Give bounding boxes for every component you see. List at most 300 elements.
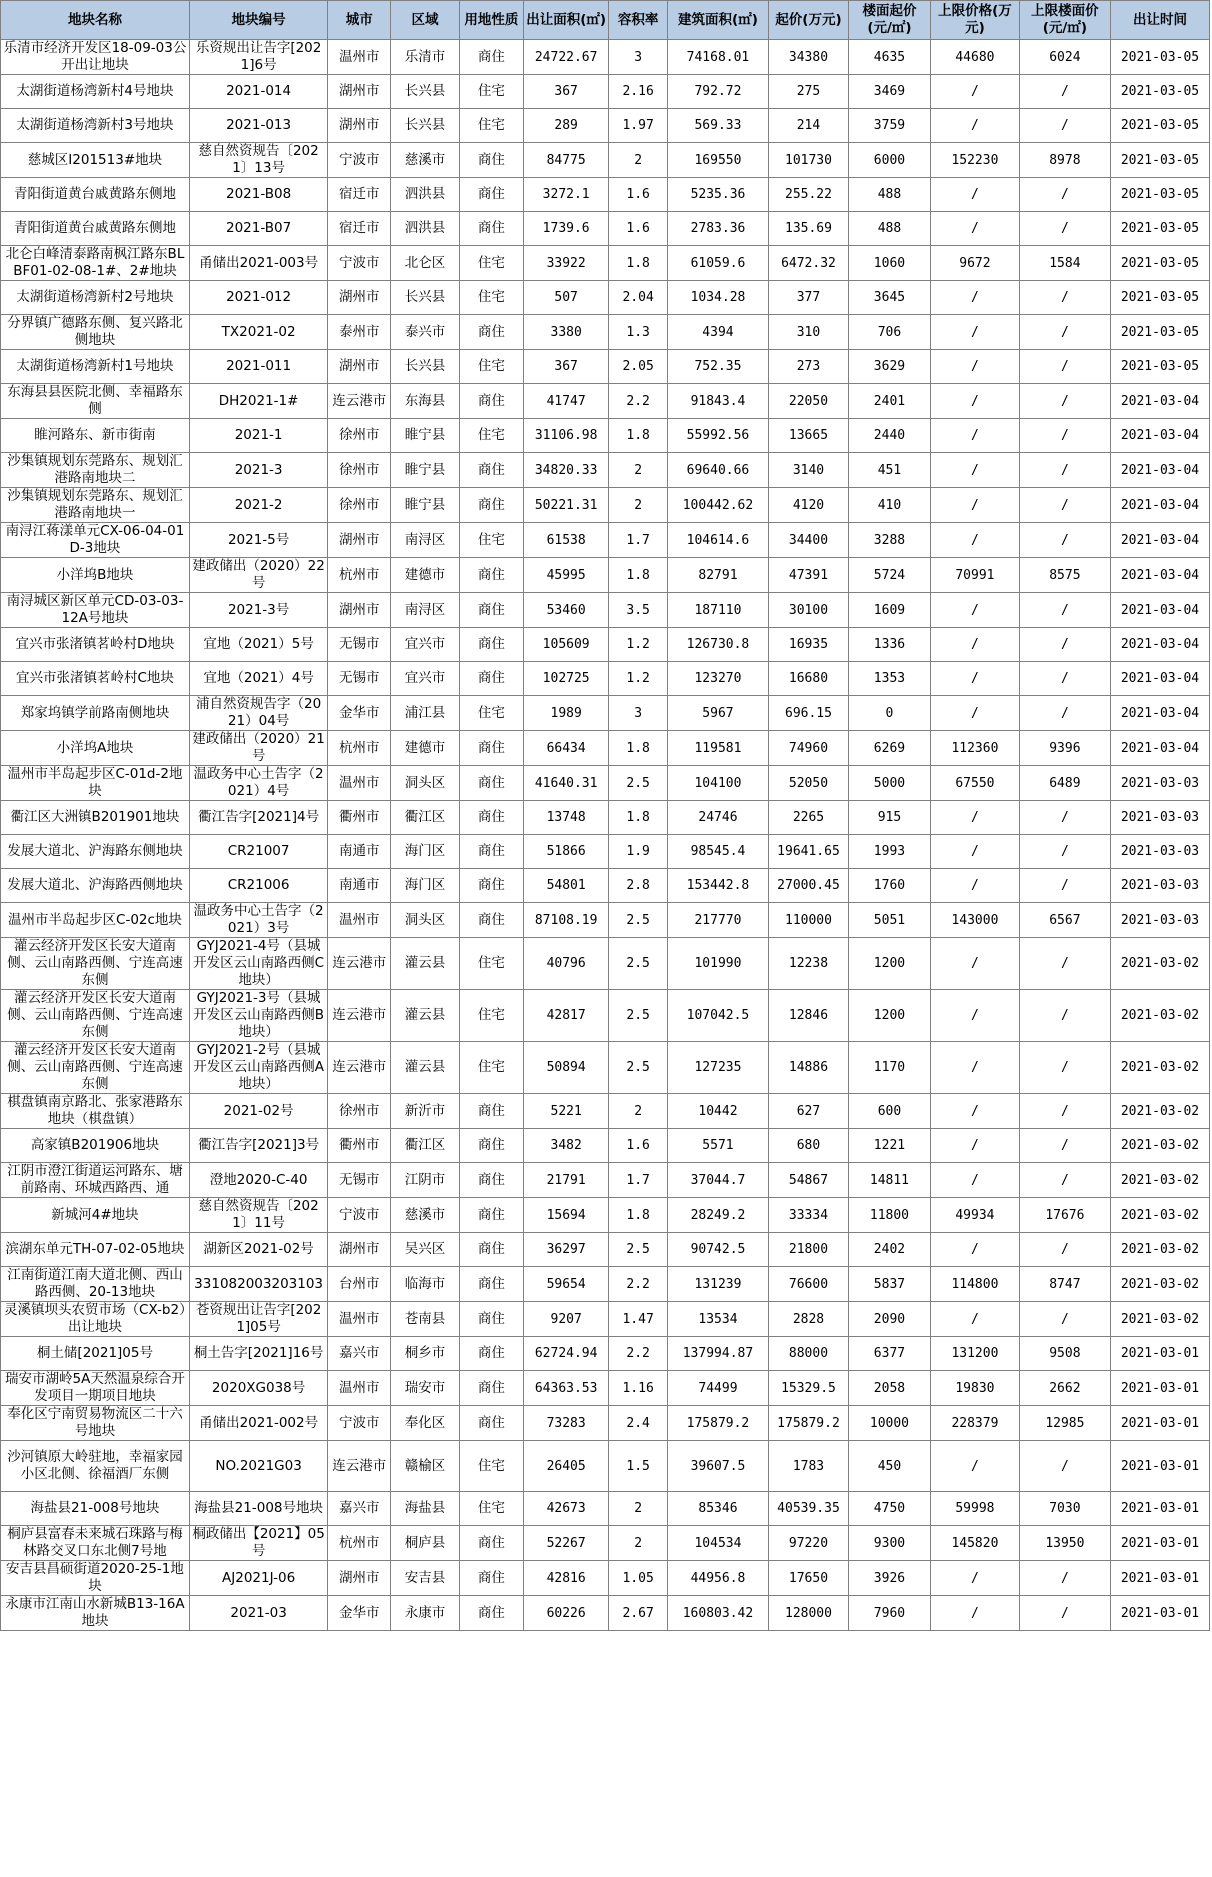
cell-floor-start-price: 2058 (848, 1371, 930, 1406)
cell-floor-area: 69640.66 (667, 453, 768, 488)
cell-transfer-date: 2021-03-03 (1110, 766, 1209, 801)
cell-city: 宁波市 (328, 246, 391, 281)
cell-transfer-date: 2021-03-05 (1110, 40, 1209, 75)
cell-cap-price: 228379 (931, 1406, 1020, 1441)
cell-transfer-date: 2021-03-04 (1110, 558, 1209, 593)
cell-cap-floor-price: / (1019, 1094, 1110, 1129)
cell-transfer-date: 2021-03-05 (1110, 246, 1209, 281)
cell-city: 湖州市 (328, 281, 391, 315)
cell-floor-start-price: 1200 (848, 990, 930, 1042)
cell-plot-name: 乐清市经济开发区18-09-03公开出让地块 (1, 40, 190, 75)
cell-plot-name: 高家镇B201906地块 (1, 1129, 190, 1163)
cell-transfer-date: 2021-03-04 (1110, 593, 1209, 628)
table-row (1, 1596, 1210, 1631)
cell-floor-area: 24746 (667, 801, 768, 835)
cell-start-price: 17650 (769, 1561, 849, 1596)
cell-cap-price: / (931, 419, 1020, 453)
cell-plot-code: 宜地（2021）4号 (189, 662, 327, 696)
cell-cap-floor-price: / (1019, 990, 1110, 1042)
cell-floor-start-price: 1060 (848, 246, 930, 281)
cell-cap-floor-price: / (1019, 696, 1110, 731)
cell-area: 60226 (523, 1596, 608, 1631)
cell-city: 连云港市 (328, 384, 391, 419)
cell-cap-price: / (931, 801, 1020, 835)
cell-start-price: 27000.45 (769, 869, 849, 903)
cell-plot-name: 郑家坞镇学前路南侧地块 (1, 696, 190, 731)
cell-plot-name: 小洋坞B地块 (1, 558, 190, 593)
table-row (1, 143, 1210, 178)
cell-district: 乐清市 (391, 40, 460, 75)
cell-area: 42816 (523, 1561, 608, 1596)
cell-start-price: 214 (769, 109, 849, 143)
cell-transfer-date: 2021-03-02 (1110, 1267, 1209, 1302)
cell-plot-ratio: 2.5 (609, 766, 667, 801)
cell-plot-code: 乐资规出让告字[2021]6号 (189, 40, 327, 75)
cell-start-price: 310 (769, 315, 849, 350)
cell-cap-floor-price: 6024 (1019, 40, 1110, 75)
cell-plot-name: 桐土储[2021]05号 (1, 1337, 190, 1371)
cell-cap-floor-price: / (1019, 938, 1110, 990)
cell-cap-floor-price: / (1019, 869, 1110, 903)
cell-floor-start-price: 1221 (848, 1129, 930, 1163)
cell-district: 南浔区 (391, 523, 460, 558)
cell-city: 宿迁市 (328, 178, 391, 212)
cell-transfer-date: 2021-03-02 (1110, 1129, 1209, 1163)
cell-floor-start-price: 1760 (848, 869, 930, 903)
cell-city: 湖州市 (328, 75, 391, 109)
cell-floor-start-price: 9300 (848, 1526, 930, 1561)
cell-land-use: 住宅 (459, 1042, 523, 1094)
cell-city: 南通市 (328, 869, 391, 903)
cell-floor-area: 61059.6 (667, 246, 768, 281)
cell-land-use: 商住 (459, 212, 523, 246)
header-row (1, 1, 1210, 40)
cell-city: 金华市 (328, 696, 391, 731)
cell-district: 安吉县 (391, 1561, 460, 1596)
cell-district: 东海县 (391, 384, 460, 419)
table-row (1, 1561, 1210, 1596)
cell-cap-price: 112360 (931, 731, 1020, 766)
cell-area: 21791 (523, 1163, 608, 1198)
cell-floor-start-price: 10000 (848, 1406, 930, 1441)
table-row (1, 835, 1210, 869)
cell-land-use: 住宅 (459, 109, 523, 143)
cell-start-price: 110000 (769, 903, 849, 938)
cell-plot-name: 温州市半岛起步区C-02c地块 (1, 903, 190, 938)
column-header-start-price: 起价(万元) (769, 1, 849, 40)
table-row (1, 938, 1210, 990)
cell-plot-name: 江南街道江南大道北侧、西山路西侧、20-13地块 (1, 1267, 190, 1302)
cell-area: 42817 (523, 990, 608, 1042)
cell-area: 45995 (523, 558, 608, 593)
cell-transfer-date: 2021-03-02 (1110, 1302, 1209, 1337)
table-row (1, 731, 1210, 766)
table-row (1, 281, 1210, 315)
cell-cap-floor-price: 8747 (1019, 1267, 1110, 1302)
cell-floor-start-price: 1336 (848, 628, 930, 662)
cell-cap-price: / (931, 1441, 1020, 1492)
cell-plot-ratio: 1.8 (609, 801, 667, 835)
cell-plot-ratio: 2 (609, 453, 667, 488)
cell-plot-ratio: 1.8 (609, 731, 667, 766)
cell-floor-start-price: 5837 (848, 1267, 930, 1302)
cell-transfer-date: 2021-03-05 (1110, 178, 1209, 212)
table-row (1, 1371, 1210, 1406)
cell-plot-name: 睢河路东、新市街南 (1, 419, 190, 453)
table-row (1, 178, 1210, 212)
cell-plot-name: 瑞安市湖岭5A天然温泉综合开发项目一期项目地块 (1, 1371, 190, 1406)
cell-district: 浦江县 (391, 696, 460, 731)
table-row (1, 1526, 1210, 1561)
cell-cap-floor-price: 8575 (1019, 558, 1110, 593)
cell-plot-code: 建政储出（2020）22号 (189, 558, 327, 593)
cell-plot-ratio: 2.5 (609, 903, 667, 938)
cell-transfer-date: 2021-03-01 (1110, 1561, 1209, 1596)
table-row (1, 246, 1210, 281)
cell-floor-start-price: 5051 (848, 903, 930, 938)
cell-cap-floor-price: / (1019, 1302, 1110, 1337)
cell-area: 3482 (523, 1129, 608, 1163)
cell-plot-ratio: 2 (609, 1526, 667, 1561)
cell-start-price: 696.15 (769, 696, 849, 731)
cell-district: 奉化区 (391, 1406, 460, 1441)
cell-plot-code: 2021-2 (189, 488, 327, 523)
cell-area: 40796 (523, 938, 608, 990)
cell-plot-ratio: 3 (609, 40, 667, 75)
cell-cap-price: / (931, 178, 1020, 212)
cell-floor-area: 1034.28 (667, 281, 768, 315)
cell-cap-price: / (931, 75, 1020, 109)
cell-area: 84775 (523, 143, 608, 178)
cell-cap-floor-price: 12985 (1019, 1406, 1110, 1441)
cell-transfer-date: 2021-03-05 (1110, 75, 1209, 109)
cell-land-use: 商住 (459, 143, 523, 178)
cell-floor-start-price: 410 (848, 488, 930, 523)
cell-cap-floor-price: / (1019, 1441, 1110, 1492)
cell-land-use: 商住 (459, 1233, 523, 1267)
cell-floor-area: 100442.62 (667, 488, 768, 523)
cell-plot-name: 江阴市澄江街道运河路东、塘前路南、环城西路西、通 (1, 1163, 190, 1198)
column-header-plot-name: 地块名称 (1, 1, 190, 40)
cell-land-use: 商住 (459, 593, 523, 628)
cell-cap-price: / (931, 696, 1020, 731)
cell-floor-start-price: 3926 (848, 1561, 930, 1596)
cell-city: 无锡市 (328, 628, 391, 662)
cell-floor-area: 137994.87 (667, 1337, 768, 1371)
cell-start-price: 175879.2 (769, 1406, 849, 1441)
cell-cap-floor-price: / (1019, 384, 1110, 419)
cell-land-use: 商住 (459, 1163, 523, 1198)
cell-area: 33922 (523, 246, 608, 281)
cell-cap-floor-price: / (1019, 523, 1110, 558)
cell-plot-code: 澄地2020-C-40 (189, 1163, 327, 1198)
cell-cap-floor-price: / (1019, 1129, 1110, 1163)
cell-start-price: 76600 (769, 1267, 849, 1302)
cell-city: 徐州市 (328, 453, 391, 488)
cell-floor-area: 792.72 (667, 75, 768, 109)
cell-transfer-date: 2021-03-01 (1110, 1526, 1209, 1561)
cell-floor-start-price: 1353 (848, 662, 930, 696)
cell-cap-price: / (931, 488, 1020, 523)
cell-district: 长兴县 (391, 281, 460, 315)
cell-transfer-date: 2021-03-05 (1110, 143, 1209, 178)
cell-city: 湖州市 (328, 1561, 391, 1596)
cell-plot-code: 2021-B07 (189, 212, 327, 246)
cell-start-price: 22050 (769, 384, 849, 419)
cell-land-use: 住宅 (459, 75, 523, 109)
cell-cap-floor-price: 6567 (1019, 903, 1110, 938)
cell-start-price: 16935 (769, 628, 849, 662)
table-row (1, 109, 1210, 143)
cell-start-price: 19641.65 (769, 835, 849, 869)
cell-floor-start-price: 3645 (848, 281, 930, 315)
cell-area: 41747 (523, 384, 608, 419)
cell-land-use: 商住 (459, 662, 523, 696)
cell-plot-code: 2021-012 (189, 281, 327, 315)
cell-plot-code: 衢江告字[2021]4号 (189, 801, 327, 835)
cell-plot-ratio: 2 (609, 488, 667, 523)
cell-floor-area: 4394 (667, 315, 768, 350)
table-row (1, 1302, 1210, 1337)
column-header-plot-ratio: 容积率 (609, 1, 667, 40)
cell-start-price: 255.22 (769, 178, 849, 212)
column-header-floor-start-price: 楼面起价(元/㎡) (848, 1, 930, 40)
cell-start-price: 6472.32 (769, 246, 849, 281)
cell-plot-ratio: 2.2 (609, 1337, 667, 1371)
cell-plot-code: GYJ2021-3号（县城开发区云山南路西侧B地块） (189, 990, 327, 1042)
cell-plot-ratio: 1.16 (609, 1371, 667, 1406)
cell-transfer-date: 2021-03-01 (1110, 1337, 1209, 1371)
cell-area: 15694 (523, 1198, 608, 1233)
cell-floor-area: 131239 (667, 1267, 768, 1302)
cell-floor-area: 119581 (667, 731, 768, 766)
cell-floor-start-price: 488 (848, 212, 930, 246)
table-row (1, 384, 1210, 419)
cell-floor-area: 10442 (667, 1094, 768, 1129)
column-header-city: 城市 (328, 1, 391, 40)
cell-district: 宜兴市 (391, 628, 460, 662)
cell-floor-area: 101990 (667, 938, 768, 990)
cell-start-price: 74960 (769, 731, 849, 766)
cell-floor-start-price: 706 (848, 315, 930, 350)
cell-plot-code: 2020XG038号 (189, 1371, 327, 1406)
cell-cap-price: 145820 (931, 1526, 1020, 1561)
cell-floor-start-price: 6269 (848, 731, 930, 766)
cell-area: 5221 (523, 1094, 608, 1129)
cell-cap-floor-price: 13950 (1019, 1526, 1110, 1561)
cell-area: 62724.94 (523, 1337, 608, 1371)
table-row (1, 1042, 1210, 1094)
cell-area: 289 (523, 109, 608, 143)
cell-plot-name: 宜兴市张渚镇茗岭村D地块 (1, 628, 190, 662)
cell-plot-name: 小洋坞A地块 (1, 731, 190, 766)
cell-transfer-date: 2021-03-03 (1110, 835, 1209, 869)
cell-start-price: 680 (769, 1129, 849, 1163)
cell-city: 连云港市 (328, 1441, 391, 1492)
cell-plot-code: CR21007 (189, 835, 327, 869)
cell-district: 灌云县 (391, 990, 460, 1042)
cell-transfer-date: 2021-03-01 (1110, 1406, 1209, 1441)
cell-plot-code: 桐政储出【2021】05号 (189, 1526, 327, 1561)
cell-cap-price: / (931, 662, 1020, 696)
cell-floor-start-price: 2440 (848, 419, 930, 453)
cell-district: 吴兴区 (391, 1233, 460, 1267)
cell-transfer-date: 2021-03-04 (1110, 488, 1209, 523)
cell-floor-area: 153442.8 (667, 869, 768, 903)
cell-land-use: 住宅 (459, 246, 523, 281)
cell-start-price: 101730 (769, 143, 849, 178)
cell-floor-area: 126730.8 (667, 628, 768, 662)
cell-transfer-date: 2021-03-04 (1110, 419, 1209, 453)
cell-plot-ratio: 2.4 (609, 1406, 667, 1441)
cell-city: 无锡市 (328, 662, 391, 696)
cell-plot-name: 灌云经济开发区长安大道南侧、云山南路西侧、宁连高速东侧 (1, 990, 190, 1042)
table-row (1, 990, 1210, 1042)
cell-land-use: 商住 (459, 178, 523, 212)
cell-cap-price: / (931, 1129, 1020, 1163)
table-row (1, 628, 1210, 662)
cell-plot-name: 滨湖东单元TH-07-02-05地块 (1, 1233, 190, 1267)
cell-plot-ratio: 1.9 (609, 835, 667, 869)
cell-plot-name: 沙集镇规划东莞路东、规划汇港路南地块一 (1, 488, 190, 523)
cell-cap-floor-price: / (1019, 1561, 1110, 1596)
table-row (1, 212, 1210, 246)
cell-land-use: 商住 (459, 869, 523, 903)
cell-plot-ratio: 1.6 (609, 178, 667, 212)
cell-land-use: 住宅 (459, 419, 523, 453)
cell-plot-code: 2021-1 (189, 419, 327, 453)
cell-plot-ratio: 2 (609, 1492, 667, 1526)
cell-district: 苍南县 (391, 1302, 460, 1337)
cell-cap-floor-price: / (1019, 178, 1110, 212)
cell-floor-start-price: 451 (848, 453, 930, 488)
cell-district: 慈溪市 (391, 1198, 460, 1233)
cell-plot-code: 宜地（2021）5号 (189, 628, 327, 662)
table-row (1, 593, 1210, 628)
cell-cap-price: 131200 (931, 1337, 1020, 1371)
cell-land-use: 商住 (459, 1406, 523, 1441)
cell-start-price: 97220 (769, 1526, 849, 1561)
cell-transfer-date: 2021-03-02 (1110, 1163, 1209, 1198)
cell-plot-name: 慈城区I201513#地块 (1, 143, 190, 178)
cell-land-use: 商住 (459, 766, 523, 801)
cell-district: 泰兴市 (391, 315, 460, 350)
cell-plot-ratio: 1.3 (609, 315, 667, 350)
cell-floor-area: 74168.01 (667, 40, 768, 75)
cell-cap-price: / (931, 1233, 1020, 1267)
cell-land-use: 商住 (459, 1596, 523, 1631)
table-row (1, 1163, 1210, 1198)
cell-cap-price: 59998 (931, 1492, 1020, 1526)
cell-plot-ratio: 1.8 (609, 246, 667, 281)
cell-land-use: 商住 (459, 1094, 523, 1129)
table-row (1, 1233, 1210, 1267)
cell-district: 洞头区 (391, 766, 460, 801)
cell-city: 温州市 (328, 1371, 391, 1406)
cell-plot-ratio: 2.5 (609, 938, 667, 990)
cell-district: 洞头区 (391, 903, 460, 938)
cell-start-price: 34380 (769, 40, 849, 75)
cell-plot-ratio: 1.8 (609, 558, 667, 593)
cell-city: 湖州市 (328, 350, 391, 384)
cell-transfer-date: 2021-03-04 (1110, 662, 1209, 696)
table-row (1, 419, 1210, 453)
cell-district: 泗洪县 (391, 178, 460, 212)
cell-start-price: 16680 (769, 662, 849, 696)
cell-district: 北仑区 (391, 246, 460, 281)
cell-floor-area: 104100 (667, 766, 768, 801)
cell-floor-start-price: 1993 (848, 835, 930, 869)
cell-city: 徐州市 (328, 419, 391, 453)
cell-area: 51866 (523, 835, 608, 869)
cell-start-price: 34400 (769, 523, 849, 558)
cell-city: 连云港市 (328, 938, 391, 990)
cell-cap-floor-price: / (1019, 662, 1110, 696)
cell-plot-ratio: 1.05 (609, 1561, 667, 1596)
cell-floor-start-price: 11800 (848, 1198, 930, 1233)
table-row (1, 1406, 1210, 1441)
cell-cap-floor-price: 7030 (1019, 1492, 1110, 1526)
cell-start-price: 2828 (769, 1302, 849, 1337)
cell-floor-area: 2783.36 (667, 212, 768, 246)
cell-transfer-date: 2021-03-02 (1110, 938, 1209, 990)
cell-area: 50894 (523, 1042, 608, 1094)
cell-city: 无锡市 (328, 1163, 391, 1198)
cell-plot-ratio: 2.5 (609, 990, 667, 1042)
cell-plot-name: 棋盘镇南京路北、张家港路东地块（棋盘镇） (1, 1094, 190, 1129)
column-header-land-use: 用地性质 (459, 1, 523, 40)
cell-cap-floor-price: / (1019, 350, 1110, 384)
cell-city: 杭州市 (328, 731, 391, 766)
cell-floor-start-price: 3759 (848, 109, 930, 143)
cell-cap-price: / (931, 628, 1020, 662)
cell-area: 59654 (523, 1267, 608, 1302)
cell-floor-start-price: 2090 (848, 1302, 930, 1337)
cell-area: 105609 (523, 628, 608, 662)
cell-district: 灌云县 (391, 1042, 460, 1094)
cell-plot-name: 发展大道北、沪海路西侧地块 (1, 869, 190, 903)
column-header-floor-area: 建筑面积(㎡) (667, 1, 768, 40)
cell-floor-start-price: 1170 (848, 1042, 930, 1094)
cell-district: 衢江区 (391, 801, 460, 835)
cell-start-price: 12846 (769, 990, 849, 1042)
cell-land-use: 商住 (459, 628, 523, 662)
table-row (1, 766, 1210, 801)
cell-transfer-date: 2021-03-04 (1110, 523, 1209, 558)
cell-plot-name: 温州市半岛起步区C-01d-2地块 (1, 766, 190, 801)
cell-start-price: 377 (769, 281, 849, 315)
cell-plot-code: 2021-014 (189, 75, 327, 109)
cell-land-use: 商住 (459, 1337, 523, 1371)
cell-plot-code: 2021-03 (189, 1596, 327, 1631)
cell-city: 宿迁市 (328, 212, 391, 246)
cell-district: 长兴县 (391, 75, 460, 109)
cell-plot-ratio: 2.2 (609, 384, 667, 419)
cell-plot-code: 2021-3 (189, 453, 327, 488)
cell-plot-ratio: 1.47 (609, 1302, 667, 1337)
cell-district: 南浔区 (391, 593, 460, 628)
cell-plot-code: 2021-02号 (189, 1094, 327, 1129)
cell-cap-floor-price: / (1019, 281, 1110, 315)
table-row (1, 75, 1210, 109)
cell-land-use: 住宅 (459, 1441, 523, 1492)
cell-city: 湖州市 (328, 1233, 391, 1267)
cell-floor-area: 217770 (667, 903, 768, 938)
cell-floor-start-price: 1609 (848, 593, 930, 628)
cell-plot-ratio: 1.6 (609, 212, 667, 246)
table-row (1, 696, 1210, 731)
cell-floor-start-price: 6000 (848, 143, 930, 178)
